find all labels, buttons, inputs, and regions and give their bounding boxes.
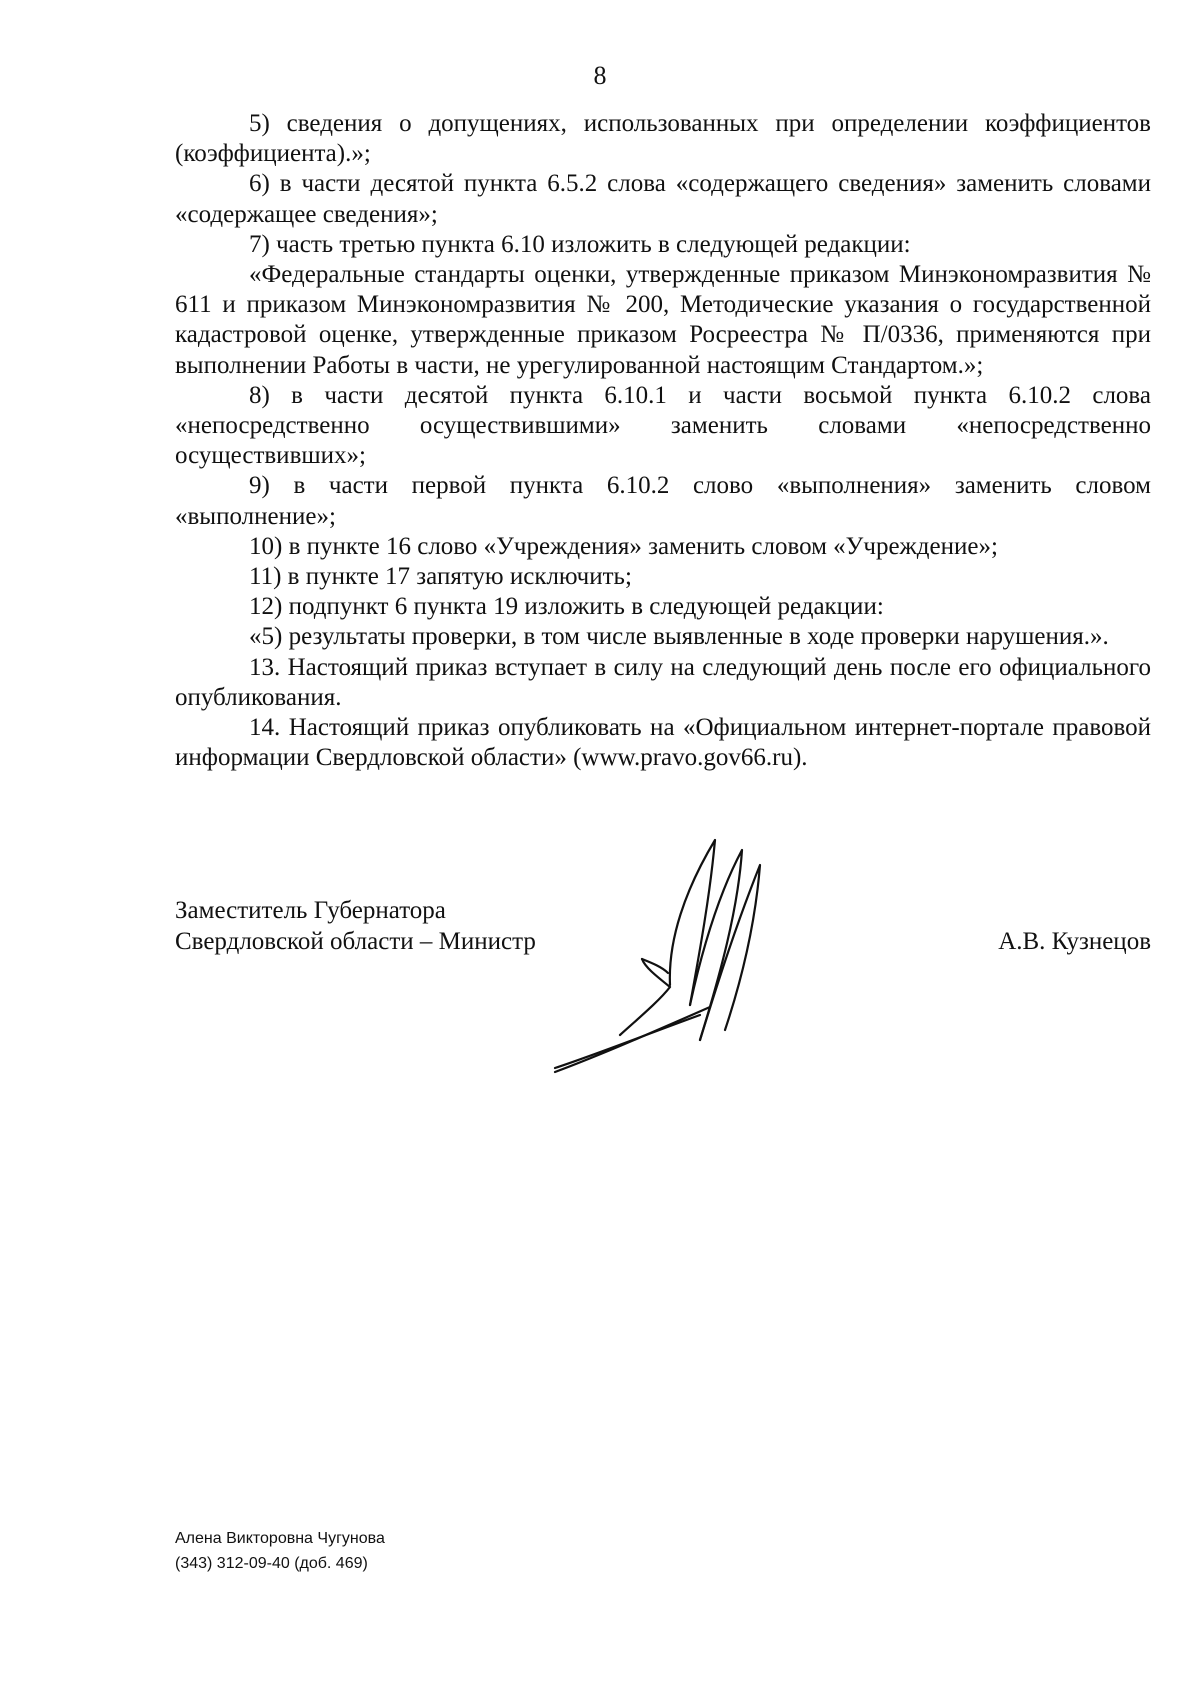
handwritten-signature bbox=[550, 835, 830, 1085]
paragraph-quote-6-10: «Федеральные стандарты оценки, утвержденные приказом Минэкономразвития № 611 и приказом Минэкономразвития № 200, Методические указания о государственной кадастровой оценке, утвержденные приказом Росреестра № П/0336, применяются при выполнении Работы в части, не урегулированной настоящим Стандартом.»; bbox=[175, 261, 1151, 379]
contact-phone: (343) 312-09-40 (доб. 469) bbox=[175, 1555, 368, 1572]
page-number: 8 bbox=[593, 61, 607, 90]
contact-person: Алена Викторовна Чугунова bbox=[175, 1530, 385, 1547]
paragraph-item-7: 7) часть третью пункта 6.10 изложить в следующей редакции: bbox=[249, 230, 911, 258]
paragraph-section-13: 13. Настоящий приказ вступает в силу на следующий день после его официального опубликования. bbox=[175, 653, 1151, 711]
paragraph-item-10: 10) в пункте 16 слово «Учреждения» заменить словом «Учреждение»; bbox=[249, 532, 998, 560]
signer-position-line2: Свердловской области – Министр bbox=[175, 928, 536, 955]
signer-position-line1: Заместитель Губернатора bbox=[175, 897, 446, 924]
paragraph-item-9: 9) в части первой пункта 6.10.2 слово «выполнения» заменить словом «выполнение»; bbox=[175, 472, 1151, 530]
paragraph-item-12: 12) подпункт 6 пункта 19 изложить в следующей редакции: bbox=[249, 593, 884, 621]
document-body bbox=[175, 109, 1151, 773]
signer-name: А.В. Кузнецов bbox=[998, 928, 1151, 955]
paragraph-section-14: 14. Настоящий приказ опубликовать на «Официальном интернет-портале правовой информации Свердловской области» (www.pravo.gov66.ru). bbox=[175, 714, 1151, 772]
paragraph-item-8: 8) в части десятой пункта 6.10.1 и части восьмой пункта 6.10.2 слова «непосредственно осуществившими» заменить словами «непосредственно осуществивших»; bbox=[175, 381, 1151, 470]
paragraph-item-6: 6) в части десятой пункта 6.5.2 слова «содержащего сведения» заменить словами «содержащее сведения»; bbox=[175, 170, 1151, 228]
paragraph-item-11: 11) в пункте 17 запятую исключить; bbox=[249, 563, 632, 591]
paragraph-item-5: 5) сведения о допущениях, использованных при определении коэффициентов (коэффициента).»; bbox=[175, 110, 1151, 168]
contact-info bbox=[175, 1526, 385, 1576]
paragraph-quote-19: «5) результаты проверки, в том числе выявленные в ходе проверки нарушения.». bbox=[249, 623, 1109, 651]
